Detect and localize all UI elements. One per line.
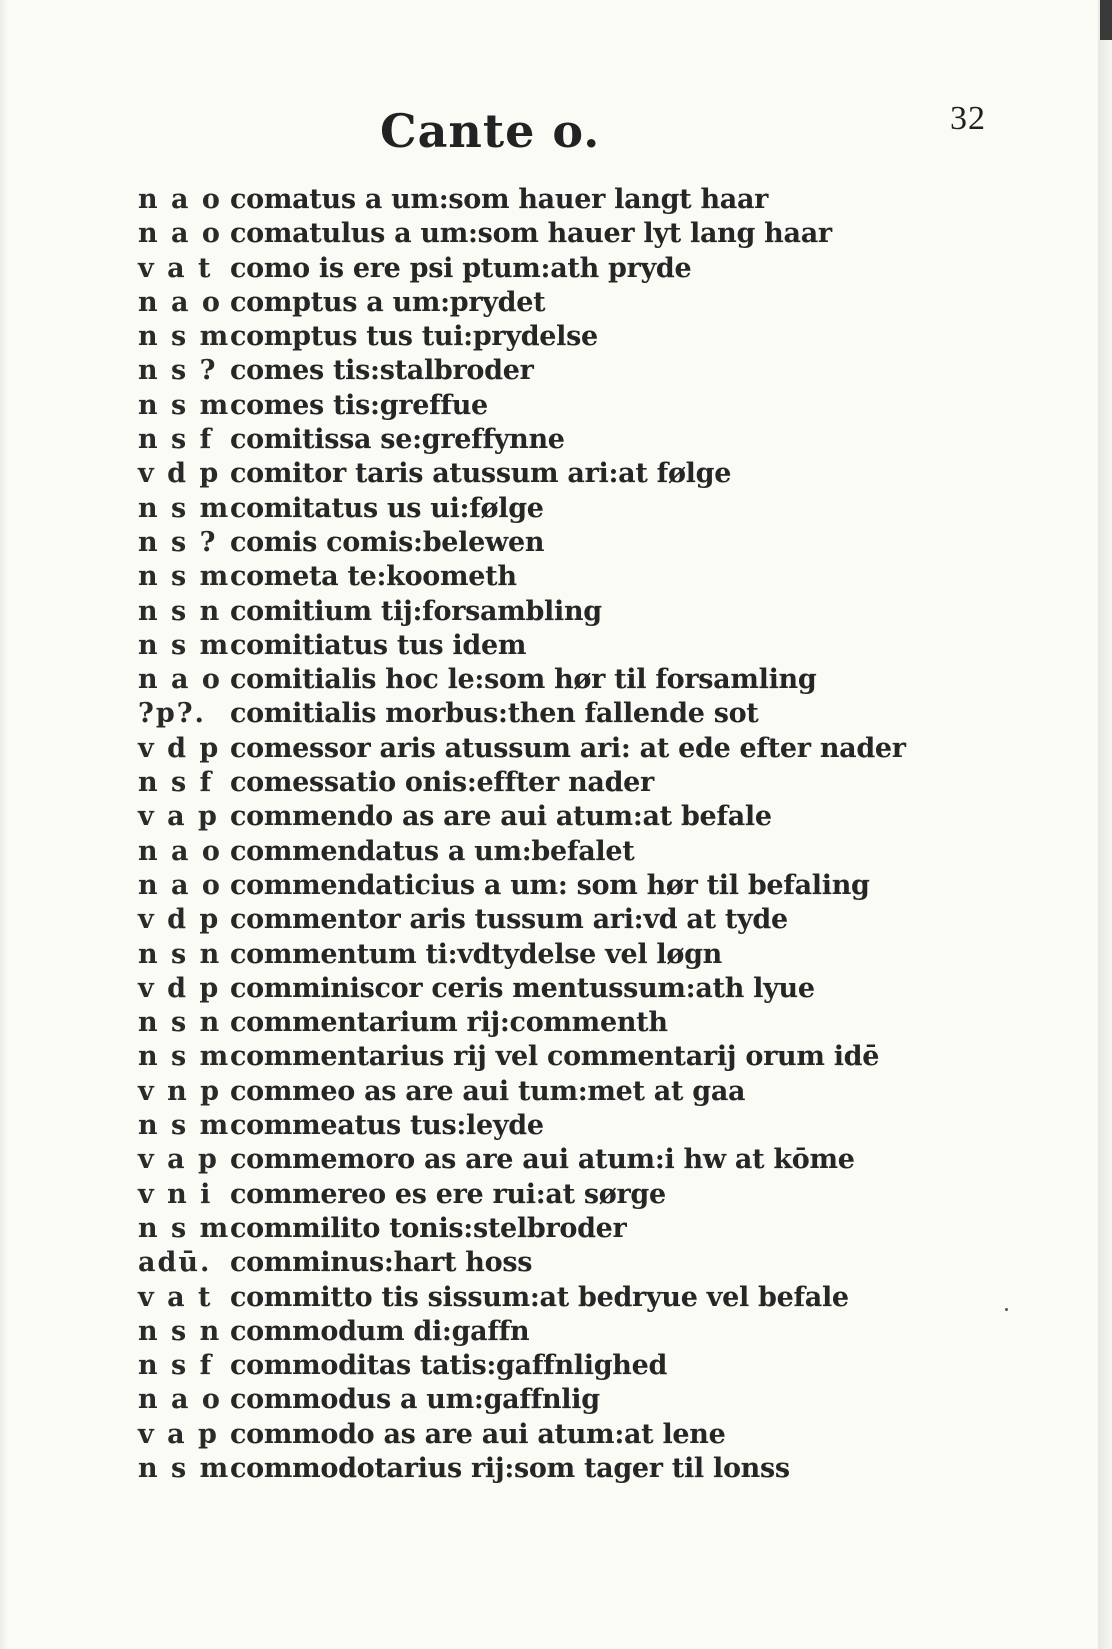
entry-text: comptus tus tui:prydelse (230, 321, 598, 353)
page-heading: Cante o. (380, 104, 601, 158)
grammar-abbreviation: n s n (138, 1007, 222, 1039)
dictionary-entry (138, 870, 938, 904)
dictionary-entry (138, 1350, 938, 1384)
entry-text: comitissa se:greffynne (230, 424, 565, 456)
dictionary-entry (138, 973, 938, 1007)
dictionary-entry (138, 1213, 938, 1247)
dictionary-entry (138, 664, 938, 698)
entry-text: comitatus us ui:følge (230, 492, 544, 524)
grammar-abbreviation: v d p (138, 904, 221, 936)
entry-text: comitialis hoc le:som hør til forsamling (230, 664, 817, 696)
entry-text: commemoro as are aui atum:i hw at kōme (230, 1144, 855, 1176)
dictionary-entry (138, 1076, 938, 1110)
grammar-abbreviation: n s n (138, 595, 222, 627)
grammar-abbreviation: n a o (138, 1384, 222, 1416)
grammar-abbreviation: n s m (138, 1452, 231, 1484)
dictionary-entry (138, 733, 938, 767)
page-edge (1098, 0, 1112, 1649)
dictionary-entry (138, 1453, 938, 1487)
entry-text: commodotarius rij:som tager til lonss (230, 1452, 790, 1484)
entry-text: commodum di:gaffn (230, 1315, 530, 1347)
dictionary-entry-list (138, 184, 938, 1487)
dictionary-entry (138, 630, 938, 664)
dictionary-entry (138, 1179, 938, 1213)
entry-text: comis comis:belewen (230, 526, 545, 558)
entry-text: commeatus tus:leyde (230, 1110, 544, 1142)
dictionary-entry (138, 904, 938, 938)
grammar-abbreviation: v a t (138, 252, 213, 284)
entry-text: comes tis:greffue (230, 389, 488, 421)
entry-text: commentarium rij:commenth (230, 1007, 668, 1039)
grammar-abbreviation: n s ? (138, 355, 218, 387)
grammar-abbreviation: v a p (138, 1144, 219, 1176)
entry-text: commodo as are aui atum:at lene (230, 1418, 726, 1450)
entry-text: comptus a um:prydet (230, 286, 546, 318)
dictionary-entry (138, 218, 938, 252)
grammar-abbreviation: n a o (138, 869, 222, 901)
dictionary-entry (138, 458, 938, 492)
grammar-abbreviation: n a o (138, 184, 222, 215)
page-gutter-shade (0, 0, 8, 1649)
dictionary-entry (138, 1316, 938, 1350)
entry-text: comessatio onis:effter nader (230, 767, 654, 799)
dictionary-entry (138, 424, 938, 458)
entry-text: comitiatus tus idem (230, 629, 527, 661)
entry-text: comatus a um:som hauer langt haar (230, 184, 769, 215)
dictionary-entry (138, 355, 938, 389)
grammar-abbreviation: v n p (138, 1075, 221, 1107)
entry-text: comitialis morbus:then fallende sot (230, 698, 759, 730)
dictionary-entry (138, 698, 938, 732)
entry-text: comitium tij:forsambling (230, 595, 602, 627)
dictionary-entry (138, 767, 938, 801)
grammar-abbreviation: v a p (138, 1418, 219, 1450)
grammar-abbreviation: n s m (138, 1041, 231, 1073)
grammar-abbreviation: v a t (138, 1281, 213, 1313)
dictionary-entry (138, 527, 938, 561)
grammar-abbreviation: n s m (138, 561, 231, 593)
entry-text: commereo es ere rui:at sørge (230, 1178, 666, 1210)
dictionary-entry (138, 1041, 938, 1075)
grammar-abbreviation: n s f (138, 767, 214, 799)
grammar-abbreviation: n s n (138, 1315, 222, 1347)
entry-text: comatulus a um:som hauer lyt lang haar (230, 218, 832, 250)
grammar-abbreviation: v d p (138, 972, 221, 1004)
dictionary-entry (138, 836, 938, 870)
grammar-abbreviation: n s m (138, 321, 231, 353)
entry-text: comminiscor ceris mentussum:ath lyue (230, 972, 815, 1004)
dictionary-entry (138, 801, 938, 835)
dictionary-entry (138, 1384, 938, 1418)
entry-text: commendaticius a um: som hør til befaling (230, 869, 870, 901)
entry-text: commodus a um:gaffnlig (230, 1384, 600, 1416)
entry-text: committo tis sissum:at bedryue vel befale (230, 1281, 849, 1313)
dictionary-entry (138, 1247, 938, 1281)
entry-text: commilito tonis:stelbroder (230, 1212, 627, 1244)
entry-text: commentor aris tussum ari:vd at tyde (230, 904, 788, 936)
grammar-abbreviation: n a o (138, 664, 222, 696)
dictionary-entry (138, 1007, 938, 1041)
dictionary-entry (138, 939, 938, 973)
grammar-abbreviation: n s m (138, 1110, 231, 1142)
dictionary-entry (138, 596, 938, 630)
dictionary-entry (138, 321, 938, 355)
speck-mark (1005, 1308, 1008, 1311)
grammar-abbreviation: n s m (138, 1212, 231, 1244)
dictionary-entry (138, 493, 938, 527)
entry-text: comminus:hart hoss (230, 1247, 533, 1279)
page-number: 32 (950, 100, 986, 137)
entry-text: comes tis:stalbroder (230, 355, 534, 387)
dictionary-entry (138, 1282, 938, 1316)
grammar-abbreviation: n a o (138, 835, 222, 867)
grammar-abbreviation: v d p (138, 458, 221, 490)
grammar-abbreviation: n s n (138, 938, 222, 970)
entry-text: comitor taris atussum ari:at følge (230, 458, 732, 490)
dictionary-entry (138, 1419, 938, 1453)
grammar-abbreviation: n s m (138, 389, 231, 421)
grammar-abbreviation: n a o (138, 218, 222, 250)
entry-text: commentarius rij vel commentarij orum idē (230, 1041, 880, 1073)
grammar-abbreviation: v a p (138, 801, 219, 833)
grammar-abbreviation: n s ? (138, 526, 218, 558)
grammar-abbreviation: n s f (138, 1350, 214, 1382)
grammar-abbreviation: n s m (138, 492, 231, 524)
dictionary-entry (138, 561, 938, 595)
grammar-abbreviation: adū. (138, 1247, 212, 1279)
dictionary-entry (138, 184, 938, 218)
entry-text: commentum ti:vdtydelse vel løgn (230, 938, 722, 970)
dictionary-entry (138, 287, 938, 321)
entry-text: commoditas tatis:gaffnlighed (230, 1350, 668, 1382)
entry-text: commeo as are aui tum:met at gaa (230, 1075, 746, 1107)
grammar-abbreviation: n a o (138, 286, 222, 318)
grammar-abbreviation: n s f (138, 424, 214, 456)
entry-text: commendatus a um:befalet (230, 835, 635, 867)
dictionary-entry (138, 390, 938, 424)
entry-text: cometa te:koometh (230, 561, 517, 593)
entry-text: comessor aris atussum ari: at ede efter nader (230, 732, 906, 764)
grammar-abbreviation: v n i (138, 1178, 213, 1210)
dictionary-entry (138, 1144, 938, 1178)
dictionary-entry (138, 253, 938, 287)
entry-text: commendo as are aui atum:at befale (230, 801, 772, 833)
dictionary-entry (138, 1110, 938, 1144)
entry-text: como is ere psi ptum:ath pryde (230, 252, 692, 284)
edge-stripe (1100, 0, 1112, 40)
grammar-abbreviation: n s m (138, 629, 231, 661)
grammar-abbreviation: v d p (138, 732, 221, 764)
grammar-abbreviation: ?p?. (138, 698, 206, 730)
